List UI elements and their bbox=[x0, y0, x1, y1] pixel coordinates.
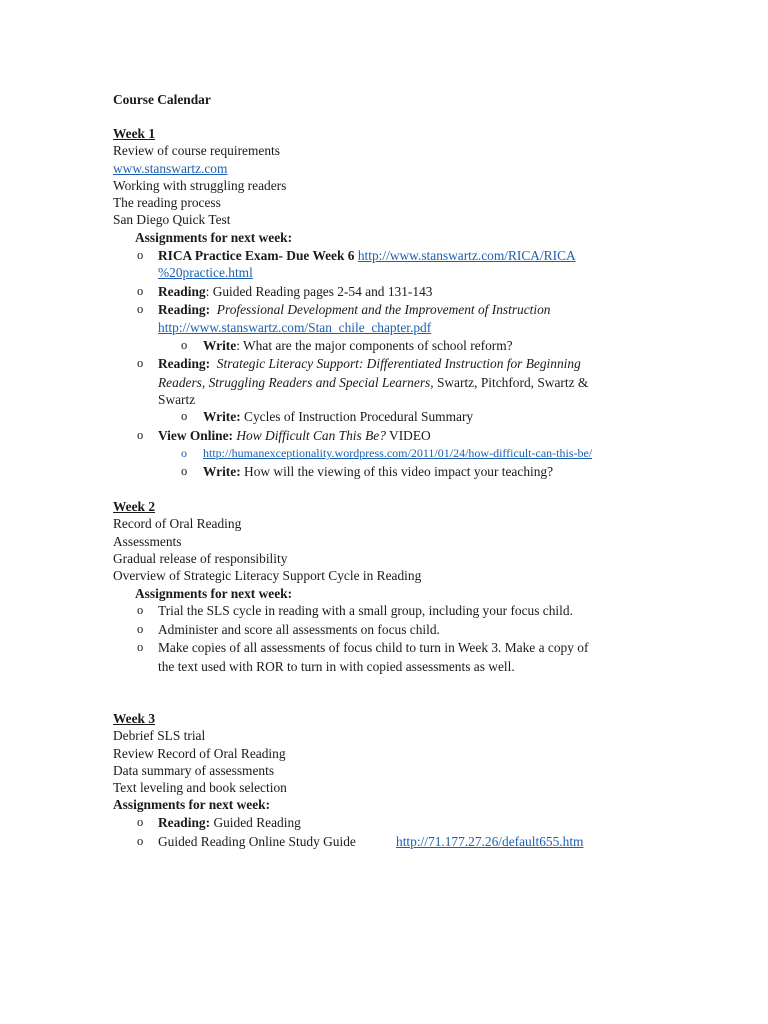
video-link-line bbox=[203, 445, 592, 462]
week3-assignments-heading: Assignments for next week: bbox=[113, 797, 271, 812]
reading-label: Reading bbox=[158, 284, 206, 299]
video-link[interactable]: http://humanexceptionality.wordpress.com/2011/01/24/how-difficult-can-this-be/ bbox=[203, 446, 593, 460]
week2-assignment-item: Administer and score all assessments on focus child. bbox=[158, 622, 440, 637]
write-label: Write: bbox=[203, 409, 241, 424]
reading-text: Guided Reading bbox=[210, 815, 301, 830]
bullet-icon: o bbox=[137, 640, 144, 654]
week2-topic: Assessments bbox=[113, 534, 182, 549]
week1-assignments-heading: Assignments for next week: bbox=[135, 230, 293, 245]
reading-item-sls-line2 bbox=[158, 374, 588, 391]
reading-item-sls bbox=[158, 355, 654, 372]
video-title: How Difficult Can This Be? bbox=[236, 428, 386, 443]
write-label: Write: bbox=[203, 464, 241, 479]
bullet-icon: o bbox=[137, 622, 144, 636]
view-label: View Online: bbox=[158, 428, 234, 443]
bullet-icon: o bbox=[181, 446, 187, 460]
study-guide-link[interactable]: http://71.177.27.26/default655.htm bbox=[396, 834, 584, 849]
week1-topic: Working with struggling readers bbox=[113, 178, 287, 193]
week2-topic: Overview of Strategic Literacy Support Cycle in Reading bbox=[113, 568, 422, 583]
week3-heading: Week 3 bbox=[113, 711, 156, 726]
week1-topic: Review of course requirements bbox=[113, 143, 280, 158]
chapter-pdf-link[interactable]: http://www.stanswartz.com/Stan_chile_chapter.pdf bbox=[158, 320, 432, 335]
bullet-icon: o bbox=[137, 302, 144, 316]
chapter-link-line bbox=[158, 319, 431, 336]
week2-assignment-item-continued: the text used with ROR to turn in with copied assessments as well. bbox=[158, 659, 515, 674]
bullet-icon: o bbox=[137, 815, 144, 829]
week1-website-link-line bbox=[113, 160, 227, 177]
bullet-icon: o bbox=[137, 428, 144, 442]
week3-reading-item bbox=[158, 814, 301, 831]
reading-item-professional-development bbox=[158, 301, 551, 318]
bullet-icon: o bbox=[137, 834, 144, 848]
reading-text: : Guided Reading pages 2-54 and 131-143 bbox=[205, 284, 433, 299]
week2-assignments-heading: Assignments for next week: bbox=[135, 586, 293, 601]
rica-item bbox=[158, 247, 576, 264]
reading-title-continued: Readers, Struggling Readers and Special Learners, bbox=[158, 375, 434, 390]
week2-assignment-item: Make copies of all assessments of focus child to turn in Week 3. Make a copy of bbox=[158, 640, 589, 655]
video-text: VIDEO bbox=[385, 428, 431, 443]
write-item-school-reform bbox=[203, 337, 513, 354]
reading-label: Reading: bbox=[158, 356, 211, 371]
rica-link-continued-line bbox=[158, 264, 253, 281]
week2-topic: Record of Oral Reading bbox=[113, 516, 242, 531]
write-item-video-impact bbox=[203, 463, 553, 480]
week2-assignment-item: Trial the SLS cycle in reading with a small group, including your focus child. bbox=[158, 603, 573, 618]
bullet-icon: o bbox=[137, 284, 144, 298]
bullet-icon: o bbox=[137, 248, 144, 262]
week3-topic: Debrief SLS trial bbox=[113, 728, 206, 743]
reading-item-guided bbox=[158, 283, 432, 300]
stanswartz-link[interactable]: www.stanswartz.com bbox=[113, 161, 228, 176]
bullet-icon: o bbox=[181, 409, 188, 423]
rica-link-continued[interactable]: %20practice.html bbox=[158, 265, 253, 280]
write-text: How will the viewing of this video impact your teaching? bbox=[240, 464, 554, 479]
bullet-icon: o bbox=[181, 464, 188, 478]
reading-title: Strategic Literacy Support: Differentiated Instruction for Beginning bbox=[216, 356, 581, 371]
week1-topic: The reading process bbox=[113, 195, 221, 210]
document-title: Course Calendar bbox=[113, 92, 211, 107]
rica-link[interactable]: http://www.stanswartz.com/RICA/RICA bbox=[357, 248, 576, 263]
rica-label: RICA Practice Exam- Due Week 6 bbox=[158, 248, 355, 263]
week1-topic: San Diego Quick Test bbox=[113, 212, 231, 227]
week2-heading: Week 2 bbox=[113, 499, 156, 514]
reading-authors-continued: Swartz bbox=[158, 392, 196, 407]
week3-topic: Text leveling and book selection bbox=[113, 780, 287, 795]
reading-authors: Swartz, Pitchford, Swartz & bbox=[433, 375, 589, 390]
week3-study-guide-item: Guided Reading Online Study Guide bbox=[158, 834, 356, 849]
bullet-icon: o bbox=[137, 356, 144, 370]
week2-topic: Gradual release of responsibility bbox=[113, 551, 288, 566]
week3-topic: Review Record of Oral Reading bbox=[113, 746, 286, 761]
bullet-icon: o bbox=[137, 603, 144, 617]
write-text: Cycles of Instruction Procedural Summary bbox=[240, 409, 474, 424]
reading-label: Reading: bbox=[158, 815, 211, 830]
write-label: Write bbox=[203, 338, 237, 353]
bullet-icon: o bbox=[181, 338, 188, 352]
study-guide-link-line bbox=[396, 833, 583, 850]
view-online-item bbox=[158, 427, 431, 444]
reading-label: Reading: bbox=[158, 302, 211, 317]
write-item-cycles bbox=[203, 408, 473, 425]
week3-topic: Data summary of assessments bbox=[113, 763, 275, 778]
reading-title: Professional Development and the Improvement of Instruction bbox=[216, 302, 551, 317]
week1-heading: Week 1 bbox=[113, 126, 156, 141]
write-text: : What are the major components of school reform? bbox=[236, 338, 513, 353]
